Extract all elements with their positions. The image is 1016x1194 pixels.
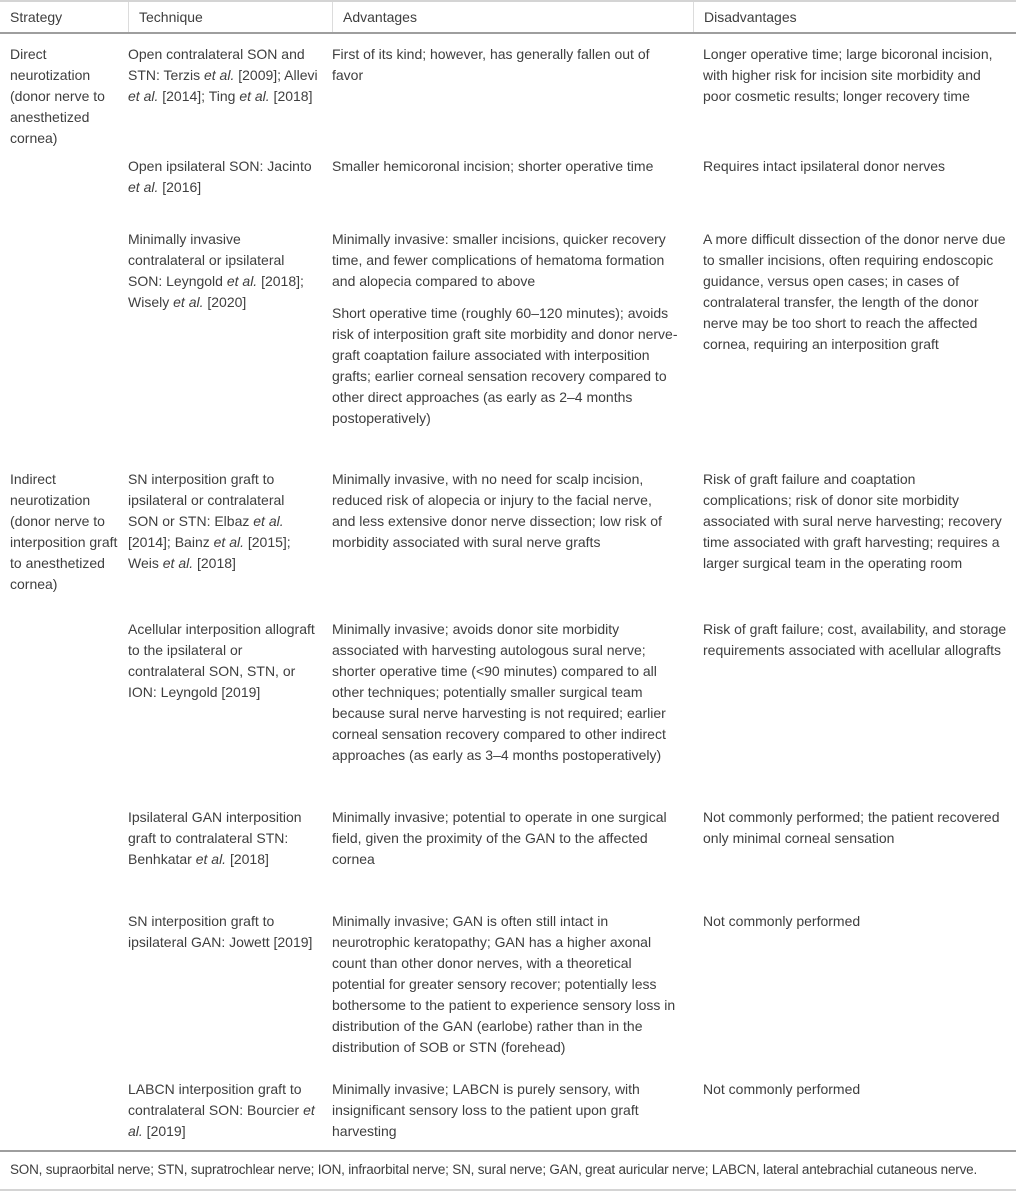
technique-cell: SN interposition graft to ipsilateral or contralateral SON or STN: Elbaz et al. [2014]; Bainz et al. [2015]; Weis et al. [2018] <box>128 471 291 571</box>
table-row <box>128 44 1016 135</box>
advantages-cell: Minimally invasive, with no need for scalp incision, reduced risk of alopecia or injury to the facial nerve, and less extensive donor nerve dissection; low risk of morbidity associated with sural nerve grafts <box>332 471 662 550</box>
advantages-cell: Minimally invasive; GAN is often still intact in neurotrophic keratopathy; GAN has a higher axonal count than other donor nerves, with a theoretical potential for greater sensory recover; potentially less bothersome to the patient to experience sensory loss in distribution of the GAN (earlobe) rather than in the distribution of SOB or STN (forehead) <box>332 913 676 1055</box>
strategy-group-rows <box>128 44 1016 469</box>
advantages-cell: Minimally invasive; avoids donor site morbidity associated with harvesting autologous sural nerve; shorter operative time (<90 minutes) compared to all other techniques; potentially smaller surgical team because sural nerve harvesting is not required; earlier corneal sensation recovery compared to other indirect approaches (as early as 3–4 months postoperatively) <box>332 621 666 763</box>
table-row <box>128 1079 1016 1142</box>
advantages-cell: Smaller hemicoronal incision; shorter operative time <box>332 158 654 174</box>
disadvantages-cell: Requires intact ipsilateral donor nerves <box>703 158 946 174</box>
disadvantages-cell: Risk of graft failure and coaptation complications; risk of donor site morbidity associated with sural nerve harvesting; recovery time associated with graft harvesting; requires a larger surgical team in the operating room <box>703 471 1002 571</box>
table-header-row <box>0 0 1016 34</box>
table-row <box>128 156 1016 208</box>
header-advantages: Advantages <box>332 2 693 32</box>
disadvantages-cell: A more difficult dissection of the donor nerve due to smaller incisions, often requiring endoscopic guidance, versus open cases; in cases of contralateral transfer, the length of the donor nerve may be too short to reach the affected cornea, requiring an interposition graft <box>703 231 1006 352</box>
advantages-cell: First of its kind; however, has generally fallen out of favor <box>332 46 650 83</box>
footnote-bottom-rule <box>0 1189 1016 1191</box>
disadvantages-cell: Not commonly performed; the patient recovered only minimal corneal sensation <box>703 809 1000 846</box>
technique-cell: Ipsilateral GAN interposition graft to contralateral STN: Benhkatar et al. [2018] <box>128 809 302 867</box>
header-strategy: Strategy <box>10 9 63 25</box>
technique-cell: Acellular interposition allograft to the ipsilateral or contralateral SON, STN, or ION: Leyngold [2019] <box>128 621 315 700</box>
disadvantages-cell: Risk of graft failure; cost, availability, and storage requirements associated with acellular allografts <box>703 621 1007 658</box>
table-body <box>0 34 1016 1150</box>
table-row <box>128 469 1016 598</box>
table-row <box>128 911 1016 1058</box>
technique-cell: Minimally invasive contralateral or ipsilateral SON: Leyngold et al. [2018]; Wisely et al. [2020] <box>128 231 304 310</box>
advantages-cell: Minimally invasive; LABCN is purely sensory, with insignificant sensory loss to the patient upon graft harvesting <box>332 1081 640 1139</box>
technique-cell: Open contralateral SON and STN: Terzis et al. [2009]; Allevi et al. [2014]; Ting et al. [2018] <box>128 46 318 104</box>
technique-cell: SN interposition graft to ipsilateral GAN: Jowett [2019] <box>128 913 313 950</box>
header-disadvantages: Disadvantages <box>693 2 1016 32</box>
disadvantages-cell: Not commonly performed <box>703 1081 861 1097</box>
table-row <box>128 807 1016 890</box>
strategy-group-rows <box>128 469 1016 1150</box>
strategy-group-direct <box>0 44 1016 469</box>
strategy-group-indirect <box>0 469 1016 1150</box>
disadvantages-cell: Not commonly performed <box>703 913 861 929</box>
technique-cell: LABCN interposition graft to contralateral SON: Bourcier et al. [2019] <box>128 1081 315 1139</box>
advantages-cell: Minimally invasive: smaller incisions, quicker recovery time, and fewer complications of hematoma formation and alopecia compared to above Short operative time (roughly 60–120 minutes); avoids risk of interposition graft site morbidity and donor nerve-graft coaptation failure associated with interposition grafts; earlier corneal sensation recovery compared to other direct approaches (as early as 2–4 months postoperatively) <box>332 231 678 426</box>
header-technique: Technique <box>128 2 332 32</box>
technique-cell: Open ipsilateral SON: Jacinto et al. [2016] <box>128 158 312 195</box>
table-footnote: SON, supraorbital nerve; STN, supratrochlear nerve; ION, infraorbital nerve; SN, sural nerve; GAN, great auricular nerve; LABCN, lateral antebrachial cutaneous nerve. <box>10 1162 978 1177</box>
strategy-cell: Indirect neurotization (donor nerve to interposition graft to anesthetized cornea) <box>10 471 118 592</box>
disadvantages-cell: Longer operative time; large bicoronal incision, with higher risk for incision site morbidity and poor cosmetic results; longer recovery time <box>703 46 993 104</box>
advantages-cell: Minimally invasive; potential to operate in one surgical field, given the proximity of the GAN to the affected cornea <box>332 809 667 867</box>
strategy-cell: Direct neurotization (donor nerve to anesthetized cornea) <box>10 46 105 146</box>
table-row <box>128 619 1016 786</box>
table-row <box>128 229 1016 448</box>
